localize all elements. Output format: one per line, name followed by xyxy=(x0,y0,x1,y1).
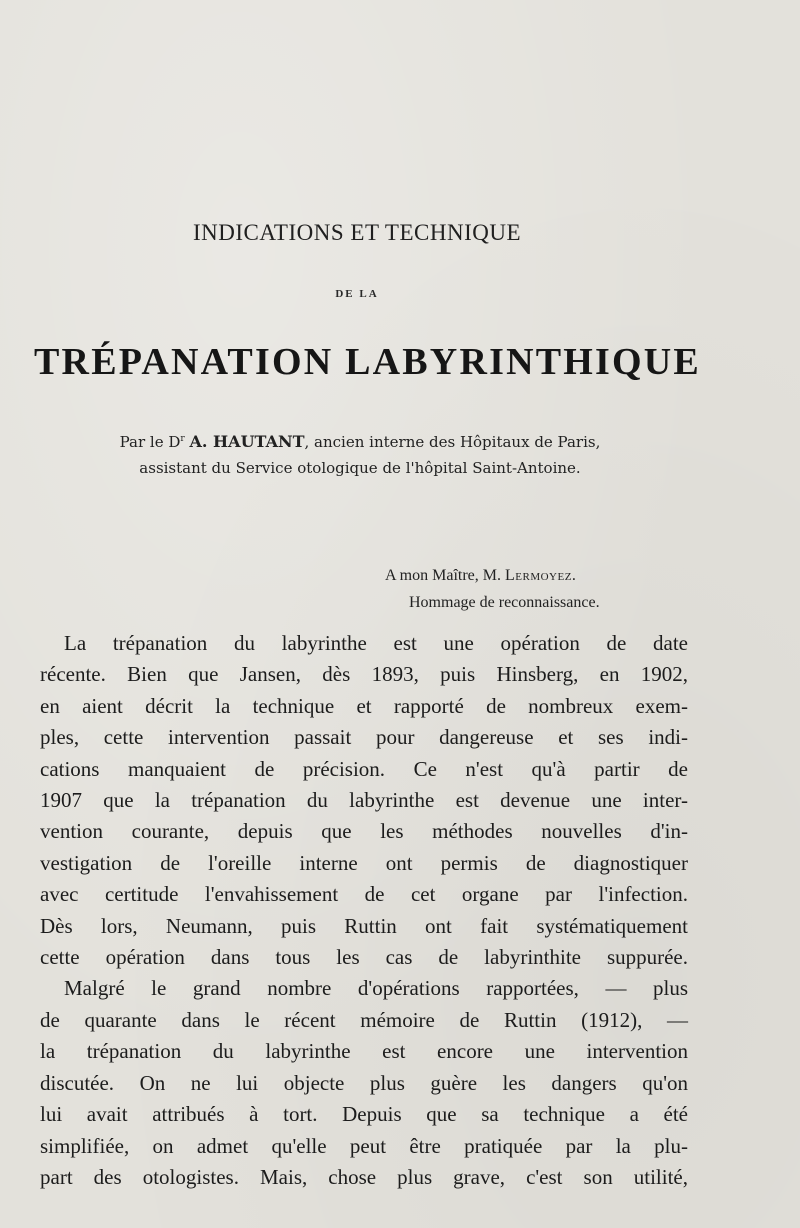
dedication-name: Lermoyez. xyxy=(505,567,577,584)
body-line: vention courante, depuis que les méthodes nouvelles d'in- xyxy=(40,819,688,844)
author-line-2: assistant du Service otologique de l'hôpital Saint-Antoine. xyxy=(139,459,581,477)
body-line: Dès lors, Neumann, puis Ruttin ont fait systématiquement xyxy=(40,913,688,938)
author-line1-rest: , ancien interne des Hôpitaux de Paris, xyxy=(304,433,601,451)
body-line: cette opération dans tous les cas de labyrinthite suppurée. xyxy=(40,945,688,970)
body-line: la trépanation du labyrinthe est encore une intervention xyxy=(40,1039,688,1064)
title-line-indications: INDICATIONS ET TECHNIQUE xyxy=(192,220,521,245)
body-line: cations manquaient de précision. Ce n'est qu'à partir de xyxy=(40,756,688,781)
body-line: 1907 que la trépanation du labyrinthe est devenue une inter- xyxy=(40,788,688,813)
main-title: TRÉPANATION LABYRINTHIQUE xyxy=(34,341,701,383)
dedication-block xyxy=(385,562,685,616)
body-line: discutée. On ne lui objecte plus guère les dangers qu'on xyxy=(40,1070,688,1095)
body-line: avec certitude l'envahissement de cet organe par l'infection. xyxy=(40,882,688,907)
body-paragraphs xyxy=(40,628,688,1193)
dedication-prefix: A mon Maître, M. xyxy=(385,567,505,584)
author-name: A. HAUTANT xyxy=(189,432,305,451)
body-line: part des otologistes. Mais, chose plus grave, c'est son utilité, xyxy=(40,1164,688,1189)
dedication-line-1 xyxy=(385,562,685,589)
body-line: en aient décrit la technique et rapporté de nombreux exem- xyxy=(40,693,688,718)
body-line: simplifiée, on admet qu'elle peut être pratiquée par la plu- xyxy=(40,1133,688,1158)
body-line: Malgré le grand nombre d'opérations rapportées, — plus xyxy=(64,976,688,1001)
body-line: de quarante dans le récent mémoire de Ruttin (1912), — xyxy=(40,1007,688,1032)
body-line: lui avait attribués à tort. Depuis que sa technique a été xyxy=(40,1102,688,1127)
author-prefix: Par le D xyxy=(119,433,181,451)
title-line-de-la: DE LA xyxy=(335,288,379,300)
dedication-line-2: Hommage de reconnaissance. xyxy=(409,594,600,611)
body-line: vestigation de l'oreille interne ont permis de diagnostiquer xyxy=(40,850,688,875)
body-line: récente. Bien que Jansen, dès 1893, puis Hinsberg, en 1902, xyxy=(40,662,688,687)
author-block xyxy=(40,426,680,481)
body-line: ples, cette intervention passait pour dangereuse et ses indi- xyxy=(40,725,688,750)
author-prefix-sup: r xyxy=(180,434,185,444)
body-line: La trépanation du labyrinthe est une opération de date xyxy=(64,631,688,655)
author-line-1 xyxy=(40,426,680,455)
